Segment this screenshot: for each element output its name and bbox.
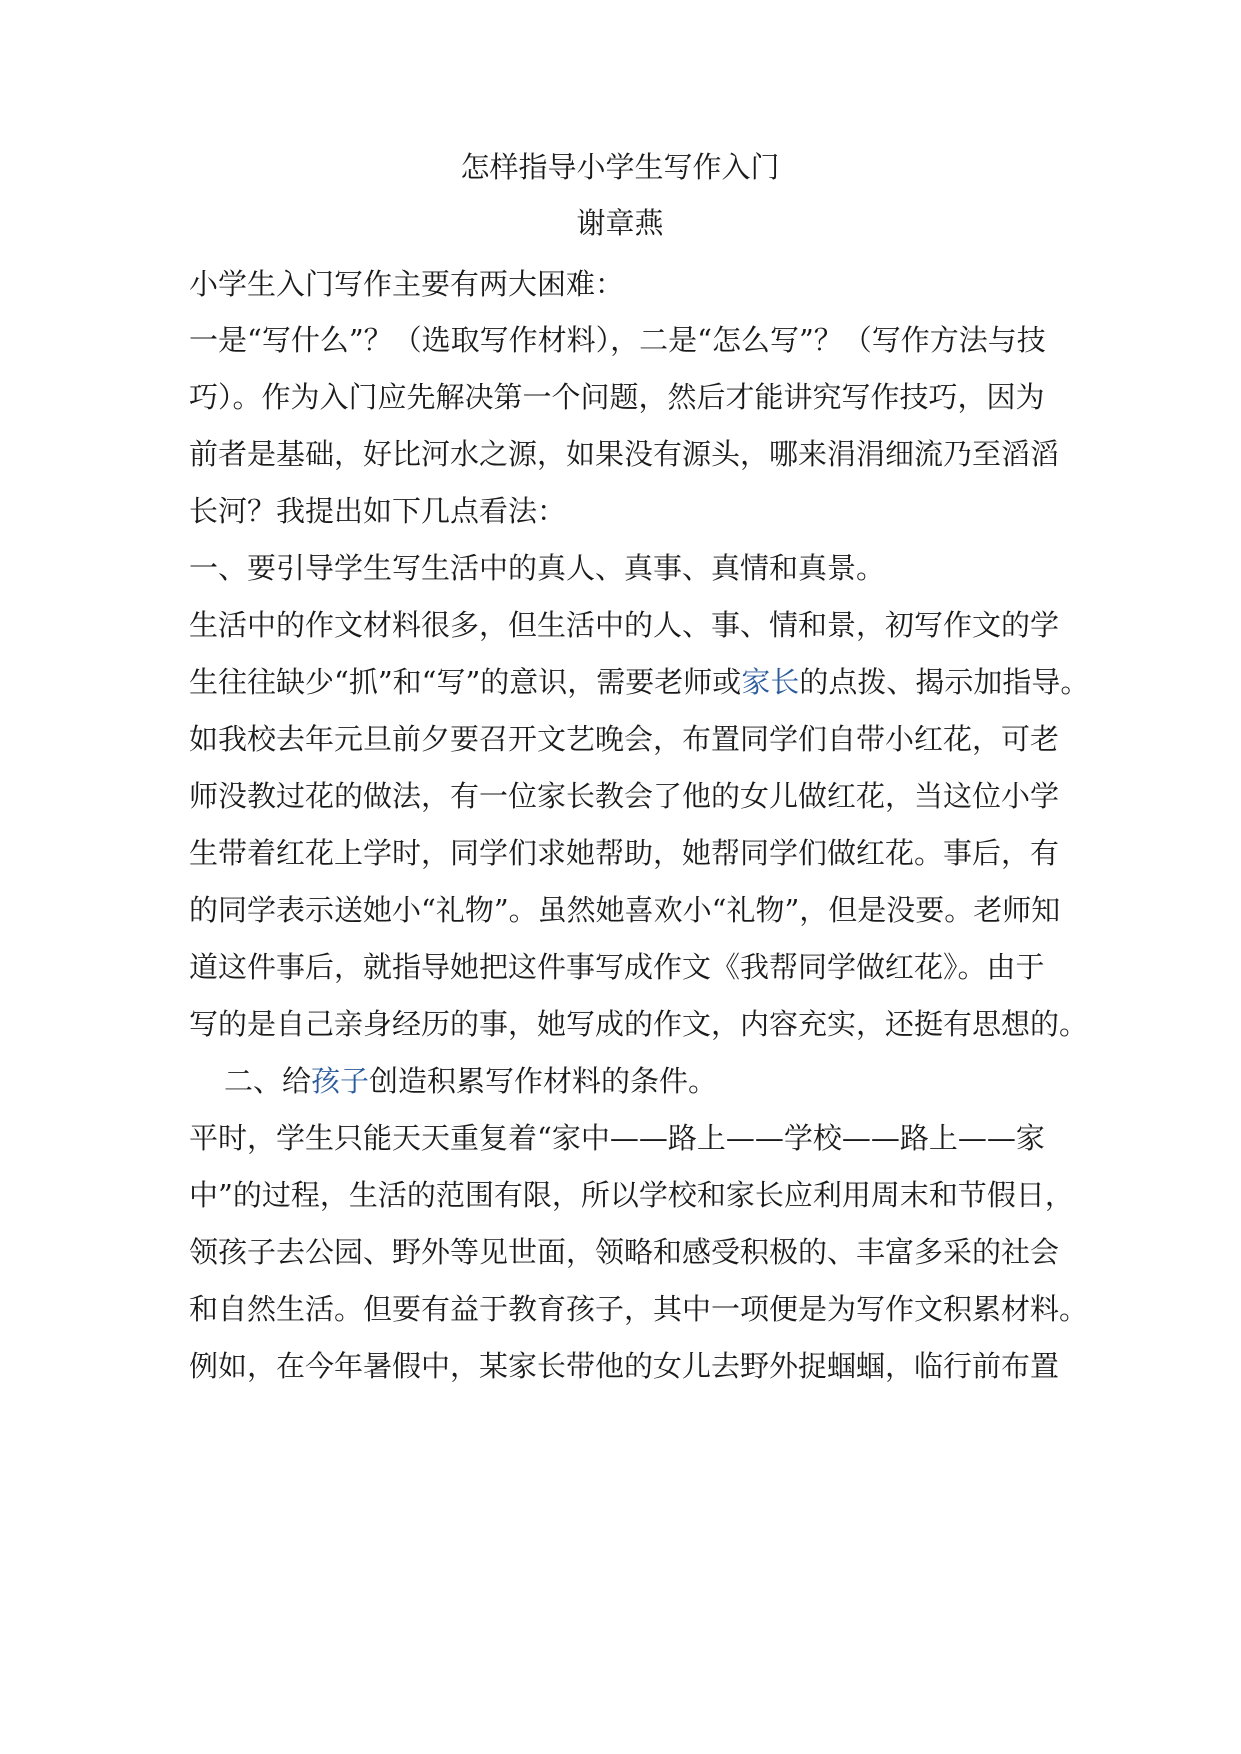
line-text: 创造积累写作材料的条件。 [369, 1064, 718, 1098]
paragraph-line: 小学生入门写作主要有两大困难： [189, 267, 625, 301]
paragraph-line: 一是“写什么”？（选取写作材料），二是“怎么写”？（写作方法与技 [189, 323, 1046, 357]
paragraph-line: 领孩子去公园、野外等见世面，领略和感受积极的、丰富多采的社会 [189, 1235, 1060, 1269]
document-title: 怎样指导小学生写作入门 [460, 150, 780, 184]
hyperlink-haizi[interactable]: 孩子 [311, 1064, 370, 1098]
paragraph-line: 巧）。作为入门应先解决第一个问题，然后才能讲究写作技巧，因为 [189, 380, 1045, 414]
section-heading: 一、要引导学生写生活中的真人、真事、真情和真景。 [189, 551, 886, 585]
paragraph-line: 道这件事后，就指导她把这件事写成作文《我帮同学做红花》。由于 [189, 950, 1045, 984]
paragraph-line: 生带着红花上学时，同学们求她帮助，她帮同学们做红花。事后，有 [189, 836, 1060, 870]
paragraph-line: 平时，学生只能天天重复着“家中——路上——学校——路上——家 [189, 1121, 1045, 1155]
hyperlink-jiazhang[interactable]: 家长 [741, 665, 800, 699]
section-heading [224, 1058, 1051, 1104]
paragraph-line: 和自然生活。但要有益于教育孩子，其中一项便是为写作文积累材料。 [189, 1292, 1089, 1326]
line-text: 的点拨、揭示加指导。 [799, 665, 1090, 699]
paragraph-line: 师没教过花的做法，有一位家长教会了他的女儿做红花，当这位小学 [189, 779, 1060, 813]
paragraph-line: 写的是自己亲身经历的事，她写成的作文，内容充实，还挺有思想的。 [189, 1007, 1089, 1041]
document-author: 谢章燕 [576, 206, 664, 240]
paragraph-line: 生活中的作文材料很多，但生活中的人、事、情和景，初写作文的学 [189, 608, 1060, 642]
paragraph-line: 长河？我提出如下几点看法： [189, 494, 567, 528]
paragraph-line: 中”的过程，生活的范围有限，所以学校和家长应利用周末和节假日， [189, 1178, 1074, 1212]
paragraph-line: 例如，在今年暑假中，某家长带他的女儿去野外捉蝈蝈，临行前布置 [189, 1349, 1060, 1383]
line-text: 生往往缺少“抓”和“写”的意识，需要老师或 [189, 665, 742, 699]
paragraph-line: 前者是基础，好比河水之源，如果没有源头，哪来涓涓细流乃至滔滔 [189, 437, 1060, 471]
paragraph-line: 如我校去年元旦前夕要召开文艺晚会，布置同学们自带小红花，可老 [189, 722, 1060, 756]
line-text: 二、给 [224, 1064, 312, 1098]
paragraph-line [189, 659, 1090, 705]
paragraph-line: 的同学表示送她小“礼物”。虽然她喜欢小“礼物”，但是没要。老师知 [189, 893, 1061, 927]
